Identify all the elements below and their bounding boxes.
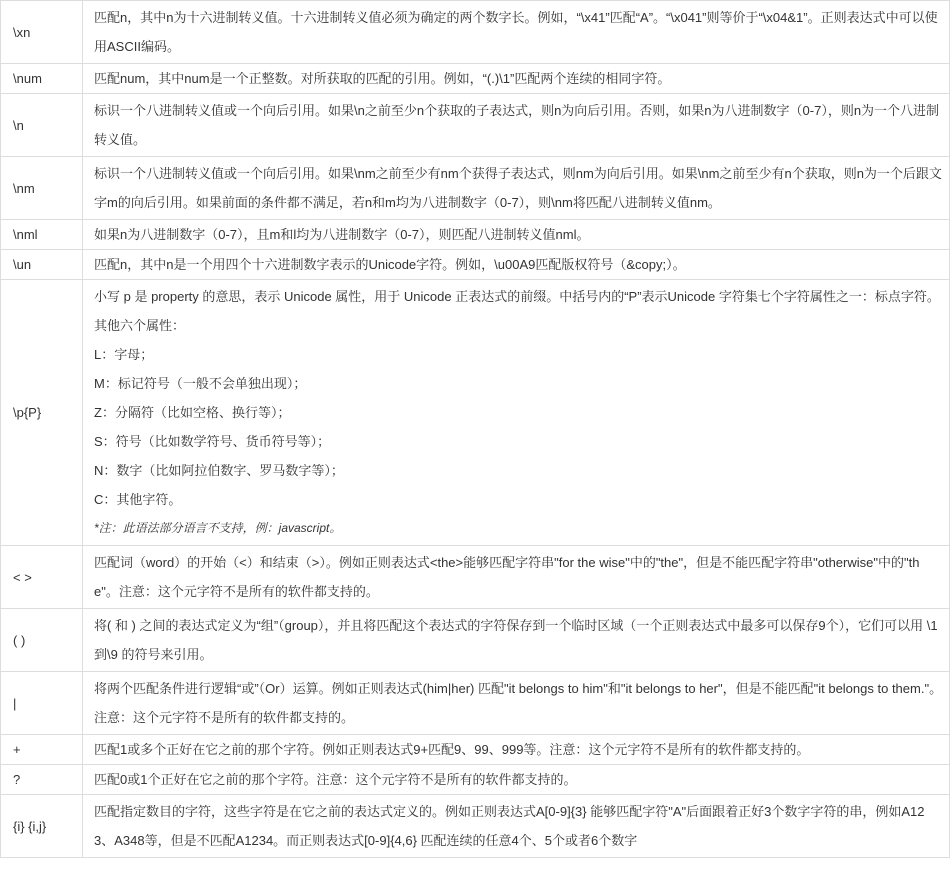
table-row	[1, 220, 950, 250]
table-row	[1, 765, 950, 795]
row-description: 匹配num，其中num是一个正整数。对所获取的匹配的引用。例如，“(.)\1”匹配两个连续的相同字符。	[83, 64, 950, 94]
table-row	[1, 157, 950, 220]
row-symbol: \xn	[1, 1, 83, 64]
row-symbol: \un	[1, 250, 83, 280]
property-item: N：数字（比如阿拉伯数字、罗马数字等）；	[94, 463, 344, 478]
row-description: 匹配n，其中n为十六进制转义值。十六进制转义值必须为确定的两个数字长。例如，“\x41”匹配“A”。“\x041”则等价于“\x04&1”。正则表达式中可以使用ASCII编码。	[83, 1, 950, 64]
table-row	[1, 795, 950, 858]
property-item: S：符号（比如数学符号、货币符号等）；	[94, 434, 331, 449]
table-row	[1, 94, 950, 157]
table-row	[1, 546, 950, 609]
row-description: 如果n为八进制数字（0-7），且m和l均为八进制数字（0-7），则匹配八进制转义值nml。	[83, 220, 950, 250]
property-item: M：标记符号（一般不会单独出现）；	[94, 376, 307, 391]
table-row	[1, 250, 950, 280]
property-list-heading: 其他六个属性：	[94, 318, 186, 333]
row-symbol: +	[1, 735, 83, 765]
row-symbol: \nm	[1, 157, 83, 220]
table-row	[1, 735, 950, 765]
property-item: Z：分隔符（比如空格、换行等）；	[94, 405, 291, 420]
row-description: 匹配0或1个正好在它之前的那个字符。注意：这个元字符不是所有的软件都支持的。	[83, 765, 950, 795]
property-item: C：其他字符。	[94, 492, 182, 507]
row-description: 匹配词（word）的开始（<）和结束（>）。例如正则表达式<the>能够匹配字符串"for the wise"中的"the"，但是不能匹配字符串"otherwise"中的"the"。注意：这个元字符不是所有的软件都支持的。	[83, 546, 950, 609]
row-description: 将两个匹配条件进行逻辑“或”（Or）运算。例如正则表达式(him|her) 匹配"it belongs to him"和"it belongs to her"，但是不能匹配"it belongs to them."。注意：这个元字符不是所有的软件都支持的。	[83, 672, 950, 735]
table-row	[1, 609, 950, 672]
row-symbol: ( )	[1, 609, 83, 672]
property-intro: 小写 p 是 property 的意思，表示 Unicode 属性，用于 Unicode 正表达式的前缀。中括号内的“P”表示Unicode 字符集七个字符属性之一：标点字符。	[94, 289, 940, 304]
row-symbol: \num	[1, 64, 83, 94]
row-description: 标识一个八进制转义值或一个向后引用。如果\n之前至少n个获取的子表达式，则n为向后引用。否则，如果n为八进制数字（0-7），则n为一个八进制转义值。	[83, 94, 950, 157]
table-row	[1, 280, 950, 546]
row-description: 标识一个八进制转义值或一个向后引用。如果\nm之前至少有nm个获得子表达式，则nm为向后引用。如果\nm之前至少有n个获取，则n为一个后跟文字m的向后引用。如果前面的条件都不满足，若n和m均为八进制数字（0-7），则\nm将匹配八进制转义值nm。	[83, 157, 950, 220]
property-item: L：字母；	[94, 347, 154, 362]
row-symbol: |	[1, 672, 83, 735]
table-row	[1, 1, 950, 64]
table-row	[1, 672, 950, 735]
row-symbol: \n	[1, 94, 83, 157]
row-description: 匹配1或多个正好在它之前的那个字符。例如正则表达式9+匹配9、99、999等。注意：这个元字符不是所有的软件都支持的。	[83, 735, 950, 765]
row-symbol: \nml	[1, 220, 83, 250]
row-symbol: \p{P}	[1, 280, 83, 546]
row-description	[83, 280, 950, 546]
row-description: 将( 和 ) 之间的表达式定义为“组”（group），并且将匹配这个表达式的字符保存到一个临时区域（一个正则表达式中最多可以保存9个），它们可以用 \1 到\9 的符号来引用。	[83, 609, 950, 672]
row-symbol: {i} {i,j}	[1, 795, 83, 858]
row-description: 匹配指定数目的字符，这些字符是在它之前的表达式定义的。例如正则表达式A[0-9]{3} 能够匹配字符"A"后面跟着正好3个数字字符的串，例如A123、A348等，但是不匹配A1234。而正则表达式[0-9]{4,6} 匹配连续的任意4个、5个或者6个数字	[83, 795, 950, 858]
syntax-note: *注：此语法部分语言不支持，例：javascript。	[94, 521, 342, 535]
row-symbol: ?	[1, 765, 83, 795]
row-symbol: < >	[1, 546, 83, 609]
table-row	[1, 64, 950, 94]
row-description: 匹配n，其中n是一个用四个十六进制数字表示的Unicode字符。例如，\u00A9匹配版权符号（&copy;）。	[83, 250, 950, 280]
